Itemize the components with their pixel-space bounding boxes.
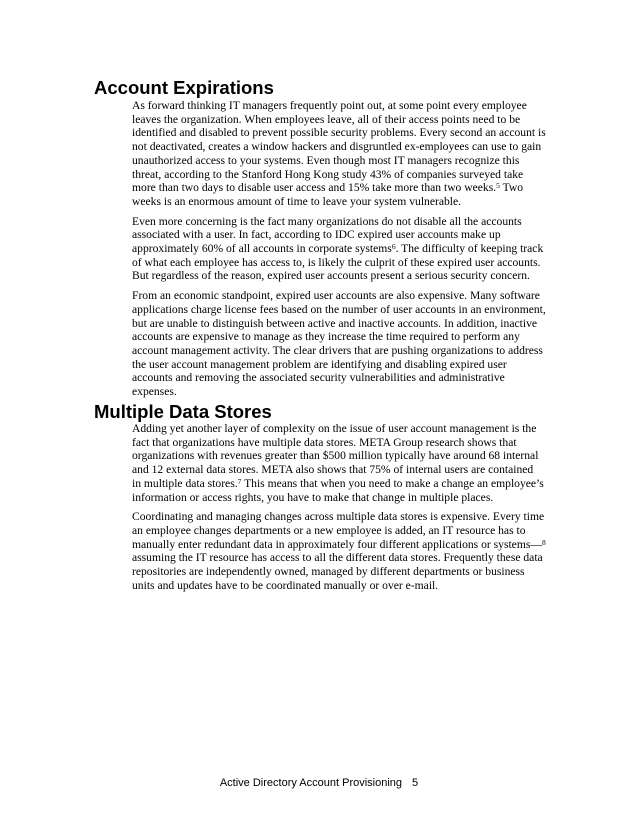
line-text: the user account management problem are identifying and disabling expired user [132, 357, 507, 371]
text-line [132, 422, 548, 436]
line-text: leaves the organization. When employees leave, all of their access points need to be [132, 112, 521, 126]
page-footer [0, 776, 638, 790]
line-text: Even more concerning is the fact many organizations do not disable all the accounts [132, 214, 522, 228]
text-line [132, 436, 548, 450]
text-line [132, 385, 548, 399]
text-line [132, 195, 548, 209]
line-text: identified and disabled to prevent possible security problems. Every second an account is [132, 126, 546, 140]
text-line [132, 477, 548, 491]
text-line [132, 330, 548, 344]
paragraph [132, 99, 548, 209]
line-text: information or access rights, you have to make that change in multiple places. [132, 490, 494, 504]
footer-title: Active Directory Account Provisioning [219, 777, 403, 789]
footnote-marker[interactable]: 8 [541, 537, 546, 547]
line-text: But regardless of the reason, expired user accounts present a serious security concern. [132, 269, 530, 283]
text-line [132, 344, 548, 358]
line-text-after: . The difficulty of keeping track [395, 242, 544, 256]
section-body [132, 99, 548, 405]
line-text: not deactivated, creates a window hackers and disgruntled ex-employees can use to gain [132, 140, 542, 154]
line-text: expenses. [132, 385, 177, 399]
text-line [132, 181, 548, 195]
line-text: account management activity. The clear drivers that are pushing organizations to address [132, 343, 543, 357]
line-text: fact that organizations have multiple data stores. META Group research shows that [132, 435, 517, 449]
line-text: associated with a user. In fact, according to IDC expired user accounts make up [132, 228, 501, 242]
line-text: accounts are expensive to manage as they increase the time required to perform any [132, 330, 520, 344]
line-text: approximately 60% of all accounts in corporate systems [132, 242, 392, 256]
line-text: weeks is an enormous amount of time to leave your system vulnerable. [132, 194, 462, 208]
line-text: repositories are independently owned, managed by different departments or business [132, 565, 525, 579]
line-text: and 12 external data stores. META also shows that 75% of internal users are contained [132, 463, 534, 477]
line-text: accounts and removing the associated security vulnerabilities and administrative [132, 371, 505, 385]
text-line [132, 154, 548, 168]
footnote-marker[interactable]: 7 [237, 476, 242, 486]
line-text-after: Two [499, 181, 524, 195]
footnote-marker[interactable]: 6 [391, 242, 396, 252]
text-line [132, 565, 548, 579]
line-text: in multiple data stores. [132, 476, 238, 490]
text-line [132, 126, 548, 140]
page-number: 5 [412, 777, 419, 789]
line-text: unauthorized access to your systems. Even though most IT managers recognize this [132, 153, 520, 167]
text-line [132, 371, 548, 385]
line-text: more than two days to disable user access and 15% take more than two weeks. [132, 181, 497, 195]
line-text: of what each employee has access to, is likely the culprit of these expired user accounts. [132, 255, 541, 269]
line-text: threat, according to the Stanford Hong Kong study 43% of companies surveyed take [132, 167, 524, 181]
line-text-after: This means that when you need to make a change an employee’s [241, 476, 544, 490]
section-heading: Account Expirations [94, 77, 274, 98]
line-text: assuming the IT resource has access to all the different data stores. Frequently these data [132, 551, 543, 565]
text-line [132, 510, 548, 524]
section-heading: Multiple Data Stores [94, 401, 272, 422]
paragraph [132, 289, 548, 399]
text-line [132, 140, 548, 154]
text-line [132, 449, 548, 463]
line-text: but are unable to distinguish between active and inactive accounts. In addition, inactive [132, 316, 538, 330]
text-line [132, 463, 548, 477]
text-line [132, 524, 548, 538]
text-line [132, 269, 548, 283]
text-line [132, 551, 548, 565]
text-line [132, 289, 548, 303]
paragraph [132, 510, 548, 592]
line-text: organizations with revenues greater than $500 million typically have around 68 internal [132, 449, 539, 463]
text-line [132, 168, 548, 182]
line-text: From an economic standpoint, expired user accounts are also expensive. Many software [132, 289, 540, 303]
text-line [132, 579, 548, 593]
paragraph [132, 422, 548, 504]
text-line [132, 256, 548, 270]
text-line [132, 99, 548, 113]
section-body [132, 422, 548, 598]
text-line [132, 228, 548, 242]
line-text: Adding yet another layer of complexity on the issue of user account management is the [132, 422, 537, 435]
line-text: Coordinating and managing changes across multiple data stores is expensive. Every time [132, 510, 545, 524]
line-text: manually enter redundant data in approximately four different applications or systems— [132, 537, 542, 551]
line-text: applications charge license fees based on the number of user accounts in an environment, [132, 302, 546, 316]
footnote-marker[interactable]: 5 [496, 181, 500, 191]
text-line [132, 215, 548, 229]
paragraph [132, 215, 548, 284]
text-line [132, 242, 548, 256]
text-line [132, 303, 548, 317]
text-line [132, 358, 548, 372]
text-line [132, 491, 548, 505]
text-line [132, 538, 548, 552]
text-line [132, 317, 548, 331]
line-text: an employee changes departments or a new employee is added, an IT resource has to [132, 523, 526, 537]
line-text: As forward thinking IT managers frequently point out, at some point every employee [132, 99, 527, 112]
line-text: units and updates have to be coordinated manually or over e-mail. [132, 578, 439, 592]
text-line [132, 113, 548, 127]
